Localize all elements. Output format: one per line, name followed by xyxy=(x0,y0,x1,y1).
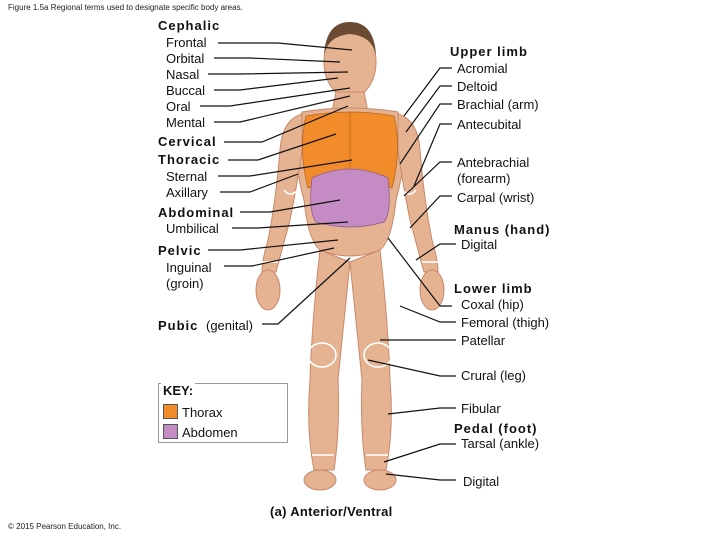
label-pelvic: Pelvic xyxy=(158,243,202,258)
label-patellar: Patellar xyxy=(461,333,506,348)
arm-left xyxy=(262,114,302,272)
label-lower-limb: Lower limb xyxy=(454,281,533,296)
thorax-swatch xyxy=(163,404,178,419)
hand-left xyxy=(256,270,280,310)
abdomen-swatch xyxy=(163,424,178,439)
label-tarsal: Tarsal (ankle) xyxy=(461,436,540,451)
key-title: KEY: xyxy=(163,383,194,398)
label-inguinal: Inguinal xyxy=(166,260,212,275)
label-brachial: Brachial (arm) xyxy=(457,97,539,112)
label-antebrachial: Antebrachial xyxy=(457,155,530,170)
label-digital-foot: Digital xyxy=(463,474,500,489)
label-digital-hand: Digital xyxy=(461,237,498,252)
label-crural: Crural (leg) xyxy=(461,368,527,383)
label-buccal: Buccal xyxy=(166,83,206,98)
label-genital: (genital) xyxy=(206,318,253,333)
label-cervical: Cervical xyxy=(158,134,217,149)
label-deltoid: Deltoid xyxy=(457,79,498,94)
label-thoracic: Thoracic xyxy=(158,152,221,167)
label-acromial: Acromial xyxy=(457,61,508,76)
abdomen-region xyxy=(311,169,390,227)
label-sternal: Sternal xyxy=(166,169,208,184)
key-row-abdomen xyxy=(163,424,238,440)
label-umbilical: Umbilical xyxy=(166,221,219,236)
hand-right xyxy=(420,270,444,310)
label-nasal: Nasal xyxy=(166,67,200,82)
label-oral: Oral xyxy=(166,99,191,114)
label-femoral: Femoral (thigh) xyxy=(461,315,550,330)
label-cephalic: Cephalic xyxy=(158,18,221,33)
label-orbital: Orbital xyxy=(166,51,205,66)
leg-left xyxy=(309,250,350,470)
figure-title: Figure 1.5a Regional terms used to designate specific body areas. xyxy=(8,3,243,12)
label-axillary: Axillary xyxy=(166,185,208,200)
label-carpal: Carpal (wrist) xyxy=(457,190,535,205)
foot-right xyxy=(364,470,396,490)
copyright: © 2015 Pearson Education, Inc. xyxy=(8,522,122,531)
label-fibular: Fibular xyxy=(461,401,501,416)
label-coxal: Coxal (hip) xyxy=(461,297,524,312)
foot-left xyxy=(304,470,336,490)
label-manus: Manus (hand) xyxy=(454,222,551,237)
label-forearm: (forearm) xyxy=(457,171,511,186)
label-pubic: Pubic xyxy=(158,318,199,333)
figure-caption: (a) Anterior/Ventral xyxy=(270,504,393,519)
label-frontal: Frontal xyxy=(166,35,207,50)
label-upper-limb: Upper limb xyxy=(450,44,528,59)
color-key xyxy=(158,383,288,443)
label-groin: (groin) xyxy=(166,276,204,291)
key-abdomen-label: Abdomen xyxy=(182,425,238,440)
key-row-thorax xyxy=(163,404,222,420)
label-antecubital: Antecubital xyxy=(457,117,522,132)
label-abdominal: Abdominal xyxy=(158,205,235,220)
label-mental: Mental xyxy=(166,115,206,130)
key-thorax-label: Thorax xyxy=(182,405,223,420)
label-pedal: Pedal (foot) xyxy=(454,421,538,436)
